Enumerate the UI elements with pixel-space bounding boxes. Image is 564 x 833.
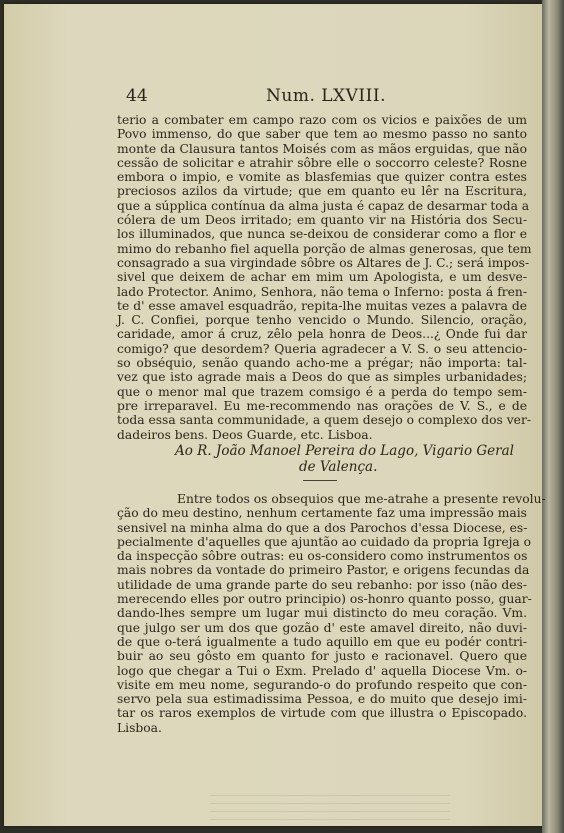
- text-line: buir ao seu gôsto em quanto for justo e racionavel. Quero que: [117, 649, 527, 664]
- text-line: vez que isto agrade mais a Deos do que as simples urbanidades;: [117, 370, 527, 385]
- text-line: tar os raros exemplos de virtude com que illustra o Episcopado.: [117, 706, 527, 721]
- text-line: que o menor mal que trazem comsigo é a perda do tempo sem-: [117, 384, 527, 399]
- text-line: consagrado a sua virgindade sôbre os Altares de J. C.; será impos-: [117, 255, 530, 270]
- letter-one-body: [117, 113, 532, 442]
- text-line: sivel que deixem de achar em mim um Apologista, e um desve-: [117, 270, 527, 285]
- page-number: 44: [126, 86, 148, 106]
- text-line: mais nobres da vontade do primeiro Pastor, e origens fecundas da: [117, 563, 530, 578]
- text-line: te d' esse amavel esquadrão, repita-lhe muitas vezes a palavra de: [117, 298, 527, 313]
- heading-line: de Valença.: [299, 459, 378, 475]
- text-line: dando-lhes sempre um lugar mui distincto do meu coração. Vm.: [117, 606, 527, 621]
- text-line: de que o-terá igualmente a tudo aquillo em que eu podér contri-: [117, 634, 527, 649]
- text-line: Povo immenso, do que saber que tem ao mesmo passo no santo: [117, 127, 527, 142]
- text-line: merecendo elles por outro principio) os-honro quanto posso, guar-: [117, 592, 532, 607]
- text-line: sensivel na minha alma do que a dos Parochos d'essa Diocese, es-: [117, 520, 528, 535]
- text-line: cessão de solicitar e atrahir sôbre elle o soccorro celeste? Rosne: [117, 155, 527, 170]
- text-line: terio a combater em campo razo com os vicios e paixões de um: [117, 113, 527, 127]
- text-line: mimo do rebanho fiel aquella porção de almas generosas, que tem: [117, 241, 532, 256]
- text-line: ção do meu destino, nenhum certamente faz uma impressão mais: [117, 506, 527, 521]
- text-line: toda essa santa communidade, a quem desejo o complexo dos ver-: [117, 413, 531, 428]
- text-line: visite em meu nome, segurando-o do profundo respeito que con-: [117, 677, 527, 692]
- text-line: servo pela sua estimadissima Pessoa, e do muito que desejo imi-: [117, 692, 527, 707]
- text-line: lado Protector. Animo, Senhora, não tema o Inferno: posta á fren-: [117, 284, 527, 299]
- text-line: da inspecção sôbre outras: eu os-considero como instrumentos os: [117, 549, 528, 564]
- text-line: so obséquio, senão quando acho-me a prégar; não importa: tal-: [117, 356, 527, 371]
- text-line: pecialmente d'aquelles que ajuntão ao cuidado da propria Igreja o: [117, 534, 532, 549]
- text-line: cólera de um Deos irritado; em quanto vir na História dos Secu-: [117, 213, 527, 228]
- letter-two-body: [117, 492, 546, 735]
- text-line: J. C. Confiei, porque tenho vencido o Mundo. Silencio, oração,: [117, 313, 527, 328]
- text-line: pre irreparavel. Eu me-recommendo nas orações de V. S., e de: [117, 398, 527, 413]
- text-line: embora o impio, e vomite as blasfemias que quizer contra estes: [117, 170, 527, 185]
- text-line: Lisboa.: [117, 720, 162, 735]
- text-line: que julgo ser um dos que gozão d' este amavel direito, não duvi-: [117, 620, 527, 635]
- text-line: preciosos azilos da virtude; que em quanto eu lêr na Escritura,: [117, 184, 527, 199]
- divider: [303, 480, 337, 481]
- text-line: que a súpplica contínua da alma justa é capaz de desarmar toda a: [117, 198, 530, 213]
- text-line: logo que chegar a Tui o Exm. Prelado d' aquella Diocese Vm. o-: [117, 663, 527, 678]
- running-title: Num. LXVIII.: [266, 86, 386, 106]
- letter-two-heading: [117, 443, 527, 475]
- text-line: los illuminados, que nunca se-deixou de considerar como a flor e: [117, 227, 527, 242]
- text-line: dadeiros bens. Deos Guarde, etc. Lisboa.: [117, 427, 373, 442]
- text-line: Entre todos os obsequios que me-atrahe a presente revolu-: [177, 492, 546, 506]
- text-line: utilidade de uma grande parte do seu rebanho: por isso (não des-: [117, 577, 527, 592]
- text-line: caridade, amor á cruz, zêlo pela honra de Deos...¿ Onde fui dar: [117, 327, 527, 342]
- show-through-text: [210, 790, 450, 820]
- text-line: comigo? que desordem? Queria agradecer a V. S. o seu attencio-: [117, 341, 527, 356]
- page-header: [126, 86, 422, 110]
- heading-line: Ao R. João Manoel Pereira do Lago, Vigario Geral: [175, 443, 514, 459]
- page-edge: [542, 0, 564, 833]
- text-line: monte da Clausura tantos Moisés com as mãos erguidas, que não: [117, 141, 527, 156]
